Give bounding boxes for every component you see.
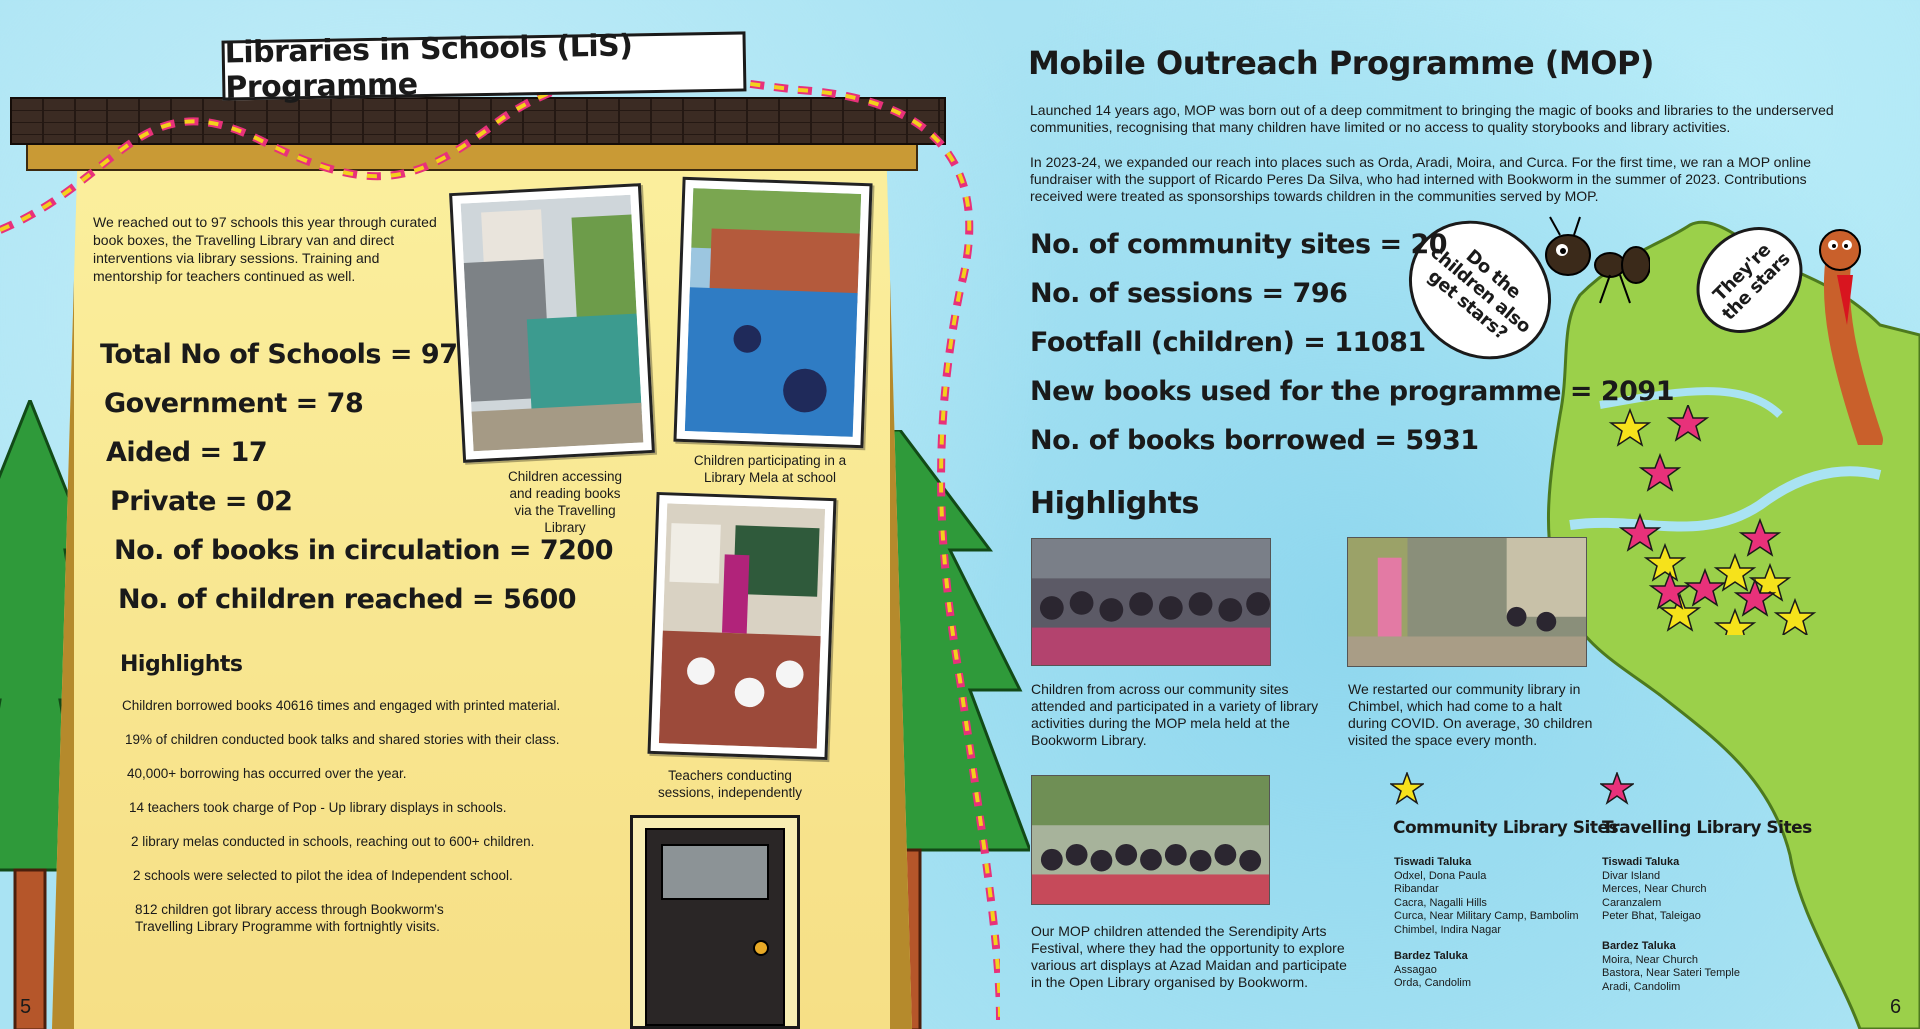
- taluka-name: Bardez Taluka: [1394, 950, 1468, 962]
- page-number-right: 6: [1890, 996, 1902, 1018]
- worm-character: [1815, 225, 1885, 445]
- legend-community-title: Community Library Sites: [1393, 818, 1619, 838]
- school-door: [630, 815, 800, 1029]
- lis-intro: We reached out to 97 schools this year through curated book boxes, the Travelling Library van and direct interventions via library sessions. Training and mentorship for teachers continued as well.: [93, 214, 437, 284]
- lis-title-sign: [222, 28, 747, 106]
- caption-mop-mela: Children from across our community sites attended and participated in a variety of library activities during the MOP mela held at the Bookworm Library.: [1031, 681, 1319, 748]
- stat-children-reached: No. of children reached = 5600: [118, 584, 577, 615]
- lis-highlight-item: Children borrowed books 40616 times and engaged with printed material.: [122, 698, 561, 713]
- photo-teachers: [647, 492, 836, 760]
- lis-highlights-title: Highlights: [120, 652, 243, 677]
- lis-highlight-item: 19% of children conducted book talks and shared stories with their class.: [125, 732, 560, 747]
- site-name: Curca, Near Military Camp, Bambolim: [1394, 910, 1579, 922]
- mela-photo-image: [685, 188, 861, 437]
- taluka-name: Bardez Taluka: [1602, 940, 1676, 952]
- mop-title: Mobile Outreach Programme (MOP): [1028, 44, 1655, 82]
- lis-title: Libraries in Schools (LiS) Programme: [224, 28, 633, 106]
- speech-ant-text: Do the children also get stars?: [1423, 241, 1535, 344]
- speech-worm-text: They're the stars: [1709, 239, 1795, 325]
- caption-serendipity: Our MOP children attended the Serendipity Arts Festival, where they had the opportunity to explore various art displays at Azad Maidan and participate in the Open Library organised by Bookworm.: [1031, 923, 1347, 990]
- site-name: Moira, Near Church: [1602, 953, 1698, 966]
- stat-community-sites: No. of community sites = 20: [1030, 229, 1448, 260]
- door-panel: [645, 828, 785, 1026]
- site-name: Merces, Near Church: [1602, 883, 1707, 895]
- photo-chimbel-library: [1347, 537, 1587, 667]
- teachers-photo-image: [659, 503, 825, 748]
- caption-library-mela: Children participating in a Library Mela at school: [693, 453, 847, 485]
- door-knob: [753, 940, 769, 956]
- legend-community-bardez: [1394, 950, 1594, 991]
- stat-books-borrowed: No. of books borrowed = 5931: [1030, 425, 1479, 456]
- lis-highlight-item: 2 library melas conducted in schools, reaching out to 600+ children.: [131, 834, 535, 849]
- caption-travelling-van: Children accessing and reading books via the Travelling Library: [507, 469, 623, 535]
- photo-travelling-van: [449, 183, 655, 463]
- legend-travelling-bardez: [1602, 940, 1792, 994]
- site-name: Chimbel, Indira Nagar: [1394, 923, 1501, 936]
- stat-total-schools: Total No of Schools = 97: [100, 339, 458, 370]
- lis-highlight-item: 2 schools were selected to pilot the idea of Independent school.: [133, 868, 513, 883]
- site-name: Ribandar: [1394, 883, 1439, 895]
- photo-library-mela: [673, 177, 872, 448]
- photo-serendipity-festival: [1031, 775, 1270, 905]
- stat-new-books: New books used for the programme = 2091: [1030, 376, 1674, 407]
- site-name: Cacra, Nagalli Hills: [1394, 896, 1487, 909]
- caption-chimbel: We restarted our community library in Chimbel, which had come to a halt during COVID. On average, 30 children visited the space every month.: [1348, 681, 1593, 748]
- legend-travelling-tiswadi: [1602, 856, 1792, 924]
- site-name: Orda, Candolim: [1394, 977, 1472, 989]
- site-name: Caranzalem: [1602, 896, 1662, 909]
- legend-travelling-title: Travelling Library Sites: [1602, 818, 1812, 838]
- stat-footfall: Footfall (children) = 11081: [1030, 327, 1426, 358]
- site-name: Aradi, Candolim: [1602, 980, 1681, 993]
- stat-books-circulation: No. of books in circulation = 7200: [114, 535, 614, 566]
- yellow-star-icon: [1390, 772, 1424, 806]
- lis-highlight-item: 14 teachers took charge of Pop - Up library displays in schools.: [129, 800, 507, 815]
- taluka-name: Tiswadi Taluka: [1394, 856, 1472, 868]
- stat-government: Government = 78: [104, 388, 364, 419]
- mop-paragraph-2: In 2023-24, we expanded our reach into places such as Orda, Aradi, Moira, and Curca. For the first time, we ran a MOP online fundraiser with the support of Ricardo Peres Da Silva, who had interned with Bookworm in the summer of 2023. Contributions received were treated as sponsorships towards children in the communities served by MOP.: [1030, 154, 1812, 204]
- van-photo-image: [461, 195, 644, 452]
- legend-community-tiswadi: [1394, 856, 1594, 937]
- pink-star-icon: [1600, 772, 1634, 806]
- mop-highlights-title: Highlights: [1030, 486, 1199, 521]
- photo-mop-mela: [1031, 538, 1271, 666]
- site-name: Divar Island: [1602, 869, 1661, 882]
- lis-highlight-item: 40,000+ borrowing has occurred over the year.: [127, 766, 407, 781]
- stat-sessions: No. of sessions = 796: [1030, 278, 1348, 309]
- door-window: [661, 844, 769, 900]
- page-number-left: 5: [20, 996, 32, 1018]
- site-name: Peter Bhat, Taleigao: [1602, 910, 1701, 922]
- caption-teachers: Teachers conducting sessions, independently: [657, 768, 803, 800]
- site-name: Assagao: [1394, 963, 1437, 976]
- site-name: Bastora, Near Sateri Temple: [1602, 967, 1740, 979]
- stat-private: Private = 02: [110, 486, 293, 517]
- stat-aided: Aided = 17: [106, 437, 268, 468]
- mop-paragraph-1: Launched 14 years ago, MOP was born out of a deep commitment to bringing the magic of books and libraries to the underserved communities, recognising that many children have limited or no access to quality storybooks and library activities.: [1030, 102, 1834, 135]
- taluka-name: Tiswadi Taluka: [1602, 856, 1680, 868]
- site-name: Odxel, Dona Paula: [1394, 869, 1487, 882]
- lis-highlight-item: 812 children got library access through Bookworm's Travelling Library Programme with fortnightly visits.: [135, 902, 444, 934]
- lis-highlights-list: [122, 697, 622, 952]
- mop-stats: [1030, 220, 1674, 465]
